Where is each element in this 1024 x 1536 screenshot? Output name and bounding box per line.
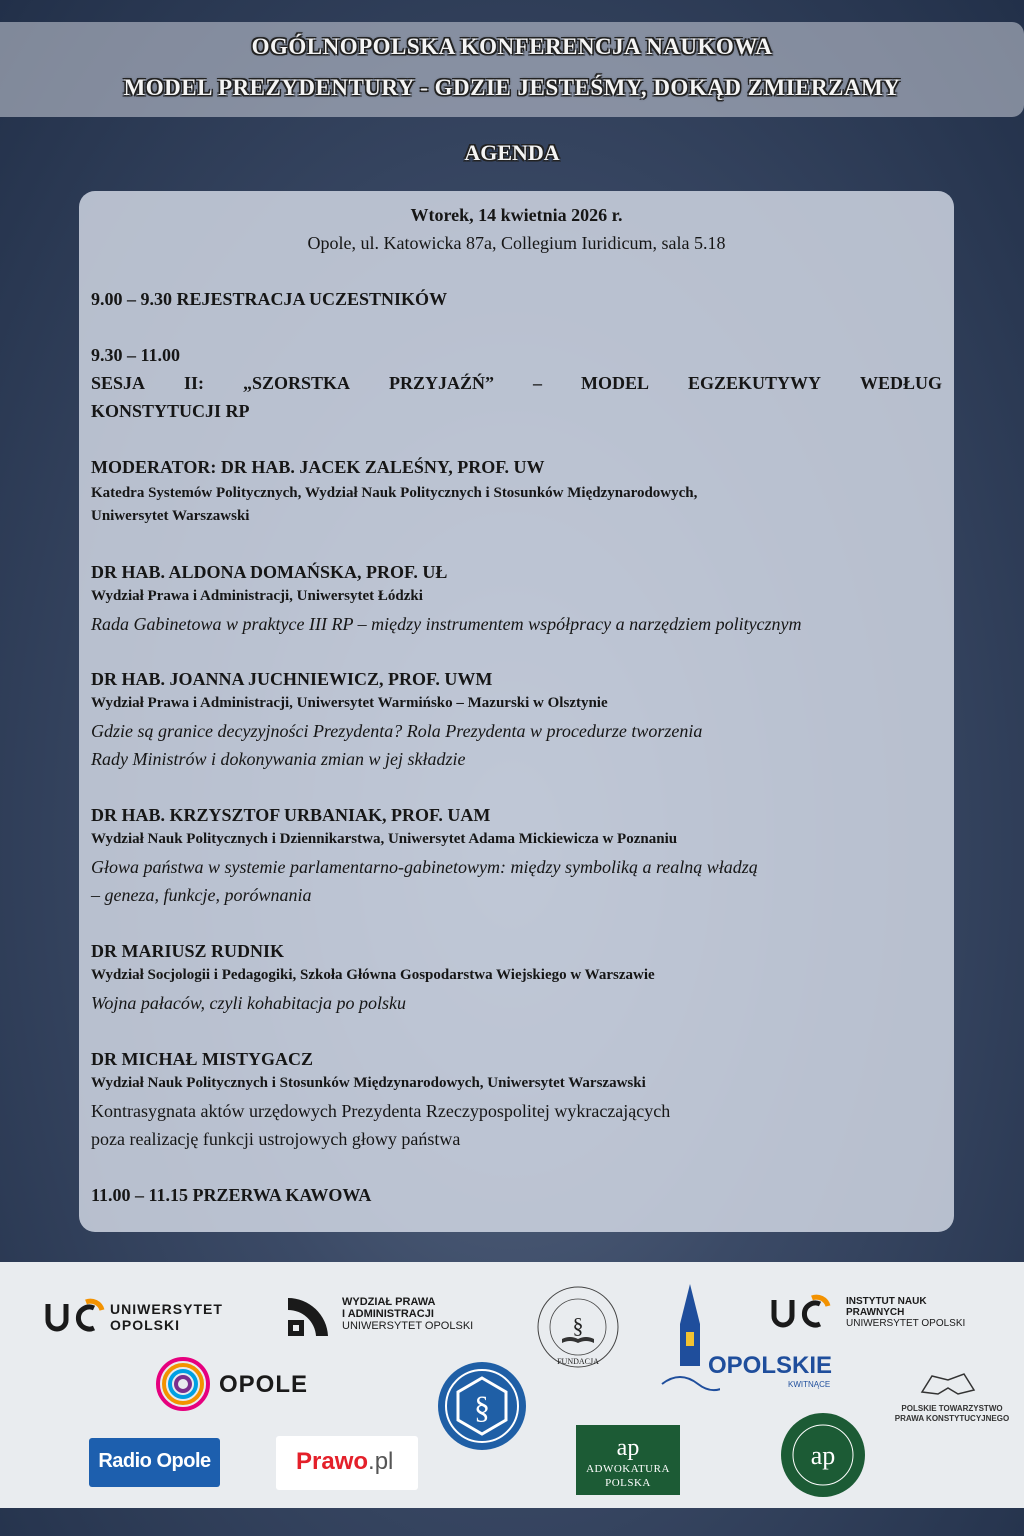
session-word: – bbox=[532, 373, 542, 393]
wpia-name-2: I ADMINISTRACJI bbox=[342, 1308, 434, 1320]
radio-opole-logo bbox=[89, 1438, 220, 1487]
book-icon bbox=[918, 1370, 978, 1398]
speaker-affiliation: Wydział Prawa i Administracji, Uniwersytet Warmińsko – Mazurski w Olsztynie bbox=[91, 695, 608, 711]
paragraph-seal-icon bbox=[436, 1360, 528, 1452]
speaker-talk-2: poza realizację funkcji ustrojowych głowy państwa bbox=[91, 1129, 461, 1149]
opole-city-logo bbox=[155, 1356, 315, 1412]
session-time: 9.30 – 11.00 bbox=[91, 345, 181, 365]
inp-mark-icon bbox=[770, 1292, 836, 1332]
uo-name-1: UNIWERSYTET bbox=[110, 1301, 223, 1317]
adwokatura-seal-icon bbox=[780, 1412, 866, 1498]
uo-name-2: OPOLSKI bbox=[110, 1317, 181, 1333]
radio-opole-name: Radio Opole bbox=[98, 1450, 211, 1472]
moderator-name: MODERATOR: DR HAB. JACEK ZALEŚNY, PROF. UW bbox=[91, 457, 545, 477]
ptpk-name-1: POLSKIE TOWARZYSTWO bbox=[901, 1404, 1003, 1413]
moderator-affiliation: Katedra Systemów Politycznych, Wydział Nauk Politycznych i Stosunków Międzynarodowych, bbox=[91, 485, 698, 501]
agenda-heading: AGENDA bbox=[464, 140, 560, 165]
session-word: PRZYJAŹŃ” bbox=[389, 373, 495, 393]
coffee-break: 11.00 – 11.15 PRZERWA KAWOWA bbox=[91, 1185, 372, 1205]
prawo-word: Prawo bbox=[296, 1448, 369, 1475]
ptpk-logo bbox=[884, 1370, 1020, 1430]
prawo-tld: .pl bbox=[368, 1448, 394, 1475]
wpia-mark-icon bbox=[286, 1294, 332, 1338]
conference-subtitle: MODEL PREZYDENTURY - GDZIE JESTEŚMY, DOKĄD ZMIERZAMY bbox=[123, 75, 901, 100]
session-title bbox=[91, 373, 942, 394]
opole-rings-icon bbox=[155, 1356, 211, 1412]
registration-item: 9.00 – 9.30 REJESTRACJA UCZESTNIKÓW bbox=[91, 289, 448, 309]
adwokatura-polska-logo bbox=[576, 1425, 680, 1495]
session-title-line2: KONSTYTUCJI RP bbox=[91, 401, 250, 421]
kwitnace-label: KWITNĄCE bbox=[788, 1380, 831, 1389]
speaker-name: DR MICHAŁ MISTYGACZ bbox=[91, 1049, 314, 1069]
speaker-affiliation: Wydział Prawa i Administracji, Uniwersytet Łódzki bbox=[91, 588, 423, 604]
svg-text:§: § bbox=[572, 1313, 584, 1338]
fundacja-seal-logo bbox=[528, 1283, 628, 1373]
speaker-name: DR HAB. JOANNA JUCHNIEWICZ, PROF. UWM bbox=[91, 669, 493, 689]
session-word: II: bbox=[184, 373, 205, 393]
svg-text:ap: ap bbox=[616, 1435, 640, 1461]
opolskie-name: OPOLSKIE bbox=[708, 1352, 833, 1379]
speaker-talk-2: Rady Ministrów i dokonywania zmian w jej składzie bbox=[91, 749, 466, 769]
speaker-talk: Gdzie są granice decyzyjności Prezydenta? Rola Prezydenta w procedurze tworzenia bbox=[91, 721, 703, 741]
speaker-talk: Rada Gabinetowa w praktyce III RP – między instrumentem współpracy a narzędziem politycznym bbox=[91, 614, 802, 634]
moderator-affiliation-2: Uniwersytet Warszawski bbox=[91, 508, 250, 524]
event-venue: Opole, ul. Katowicka 87a, Collegium Iuridicum, sala 5.18 bbox=[307, 233, 726, 253]
speaker-talk: Głowa państwa w systemie parlamentarno-gabinetowym: między symboliką a realną władzą bbox=[91, 857, 758, 877]
inp-name-2: PRAWNYCH bbox=[846, 1307, 905, 1318]
speaker-affiliation: Wydział Nauk Politycznych i Stosunków Międzynarodowych, Uniwersytet Warszawski bbox=[91, 1075, 646, 1091]
session-word: EGZEKUTYWY bbox=[687, 373, 821, 393]
speaker-affiliation: Wydział Nauk Politycznych i Dziennikarstwa, Uniwersytet Adama Mickiewicza w Poznaniu bbox=[91, 831, 678, 847]
inp-name-1: INSTYTUT NAUK bbox=[846, 1296, 927, 1307]
speaker-talk-2: – geneza, funkcje, porównania bbox=[91, 885, 312, 905]
session-word: „SZORSTKA bbox=[242, 373, 351, 393]
speaker-name: DR MARIUSZ RUDNIK bbox=[91, 941, 285, 961]
speaker-affiliation: Wydział Socjologii i Pedagogiki, Szkoła Główna Gospodarstwa Wiejskiego w Warszawie bbox=[91, 967, 655, 983]
inp-logo bbox=[770, 1292, 990, 1332]
event-date: Wtorek, 14 kwietnia 2026 r. bbox=[410, 205, 623, 225]
session-word: SESJA bbox=[91, 373, 146, 393]
session-word: WEDŁUG bbox=[859, 373, 942, 393]
ptpk-name-2: PRAWA KONSTYTUCYJNEGO bbox=[894, 1414, 1010, 1423]
legal-seal-logo bbox=[436, 1360, 528, 1452]
speaker-name: DR HAB. ALDONA DOMAŃSKA, PROF. UŁ bbox=[91, 562, 448, 582]
wpia-name-3: UNIWERSYTET OPOLSKI bbox=[342, 1320, 474, 1332]
adwokatura-name-1: ADWOKATURA bbox=[586, 1463, 670, 1475]
svg-text:ap: ap bbox=[810, 1441, 836, 1470]
speaker-talk: Wojna pałaców, czyli kohabitacja po polsku bbox=[91, 993, 406, 1013]
adwokatura-seal-logo bbox=[780, 1412, 866, 1498]
uo-mark-icon bbox=[44, 1296, 106, 1336]
inp-name-3: UNIWERSYTET OPOLSKI bbox=[846, 1318, 966, 1329]
prawo-name bbox=[296, 1448, 393, 1476]
adwokatura-mark-icon bbox=[613, 1431, 643, 1461]
fundacja-label: FUNDACJA bbox=[557, 1357, 599, 1366]
wpia-name-1: WYDZIAŁ PRAWA bbox=[342, 1296, 436, 1308]
opole-name: OPOLE bbox=[219, 1371, 309, 1398]
session-word: MODEL bbox=[580, 373, 649, 393]
speaker-talk: Kontrasygnata aktów urzędowych Prezydenta Rzeczypospolitej wykraczających bbox=[91, 1101, 671, 1121]
conference-title: OGÓLNOPOLSKA KONFERENCJA NAUKOWA bbox=[251, 34, 773, 59]
wpia-logo bbox=[286, 1294, 486, 1338]
uniwersytet-opolski-logo bbox=[44, 1296, 244, 1336]
prawo-pl-logo bbox=[276, 1436, 418, 1490]
svg-text:§: § bbox=[474, 1389, 490, 1425]
speaker-name: DR HAB. KRZYSZTOF URBANIAK, PROF. UAM bbox=[91, 805, 491, 825]
adwokatura-name-2: POLSKA bbox=[605, 1477, 651, 1489]
